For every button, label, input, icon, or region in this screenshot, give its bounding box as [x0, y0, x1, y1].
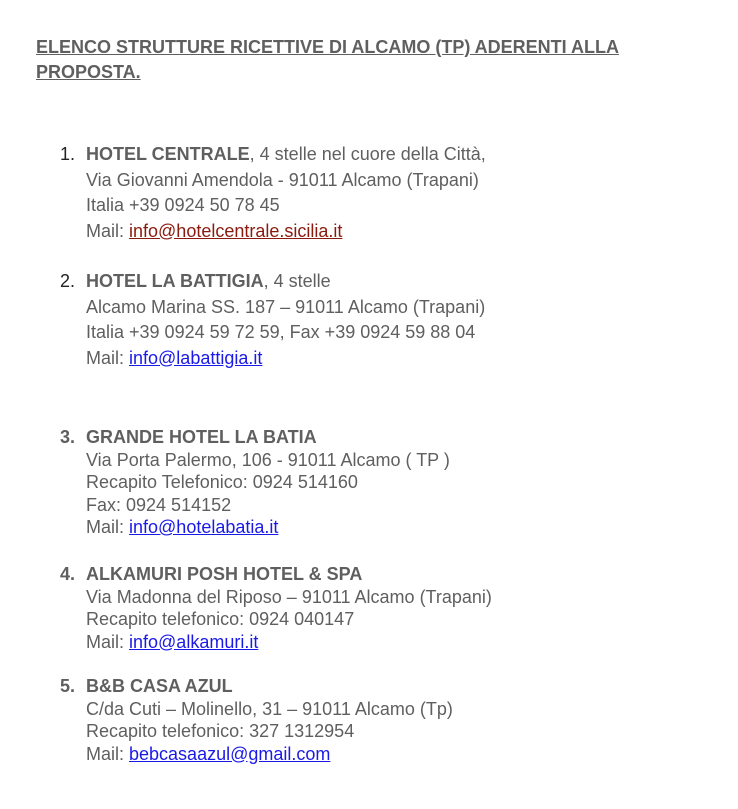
hotel-name: GRANDE HOTEL LA BATIA [86, 427, 317, 447]
hotel-name: B&B CASA AZUL [86, 676, 233, 696]
hotel-address: Via Porta Palermo, 106 - 91011 Alcamo ( TP ) [86, 449, 450, 470]
list-number: 3. [60, 427, 76, 447]
hotel-phone: Recapito Telefonico: 0924 514160 [86, 472, 358, 492]
hotel-address: Via Madonna del Riposo – 91011 Alcamo (Trapani) [86, 586, 492, 607]
hotel-email-link[interactable]: info@hotelcentrale.sicilia.it [129, 220, 343, 241]
hotel-description: , 4 stelle nel cuore della Città, [249, 144, 486, 164]
hotel-phone: Italia +39 0924 50 78 45 [86, 195, 280, 215]
hotel-address: C/da Cuti – Molinello, 31 – 91011 Alcamo (Tp) [86, 698, 453, 719]
hotel-phone: Recapito telefonico: 327 1312954 [86, 721, 355, 741]
hotel-phone: Italia +39 0924 59 72 59, Fax +39 0924 59 88 04 [86, 322, 476, 342]
list-number: 2. [60, 271, 76, 291]
mail-label: Mail: [86, 220, 130, 241]
hotel-email-link[interactable]: info@hotelabatia.it [129, 517, 279, 537]
hotel-name: HOTEL LA BATTIGIA [86, 271, 264, 291]
list-number: 4. [60, 564, 76, 584]
mail-label: Mail: [86, 347, 130, 368]
list-number: 1. [60, 144, 76, 164]
mail-label: Mail: [86, 743, 130, 764]
hotel-address: Alcamo Marina SS. 187 – 91011 Alcamo (Trapani) [86, 296, 486, 317]
hotel-name: ALKAMURI POSH HOTEL & SPA [86, 564, 363, 584]
hotel-address: Via Giovanni Amendola - 91011 Alcamo (Trapani) [86, 169, 479, 190]
list-number: 5. [60, 676, 76, 696]
hotel-phone: Recapito telefonico: 0924 040147 [86, 609, 355, 629]
mail-label: Mail: [86, 631, 130, 652]
page-title: ELENCO STRUTTURE RICETTIVE DI ALCAMO (TP) ADERENTI ALLA PROPOSTA. [36, 37, 619, 82]
hotel-description: , 4 stelle [263, 271, 331, 291]
hotel-email-link[interactable]: bebcasaazul@gmail.com [129, 743, 331, 764]
hotel-fax: Fax: 0924 514152 [86, 494, 232, 515]
hotel-email-link[interactable]: info@labattigia.it [129, 347, 263, 368]
hotel-name: HOTEL CENTRALE [86, 144, 250, 164]
mail-label: Mail: [86, 517, 130, 537]
hotel-email-link[interactable]: info@alkamuri.it [129, 631, 259, 652]
